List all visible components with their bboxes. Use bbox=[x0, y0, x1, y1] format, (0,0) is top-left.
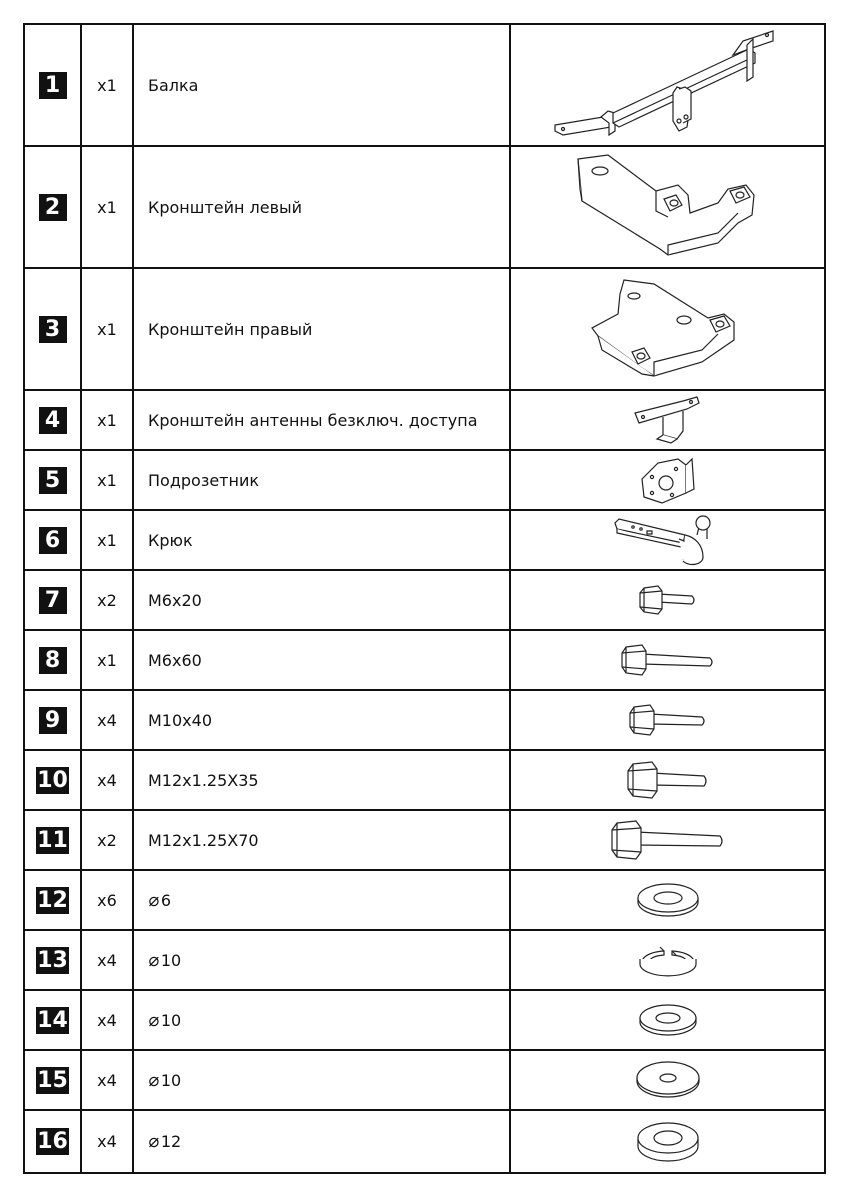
diameter-symbol: ⌀ bbox=[148, 1069, 159, 1091]
diameter-symbol: ⌀ bbox=[148, 949, 159, 971]
socket-plate-icon bbox=[638, 455, 698, 505]
part-number-badge: 14 bbox=[37, 1007, 68, 1033]
part-number-badge: 6 bbox=[39, 527, 67, 554]
table-row bbox=[24, 690, 825, 750]
part-name: 10 bbox=[160, 950, 182, 970]
part-name: 10 bbox=[160, 1010, 182, 1030]
quantity: x1 bbox=[81, 510, 133, 570]
part-name: M6x60 bbox=[133, 630, 510, 690]
part-number-badge: 3 bbox=[39, 316, 67, 343]
part-name: M6x20 bbox=[133, 570, 510, 630]
quantity: x1 bbox=[81, 146, 133, 268]
part-name: Балка bbox=[133, 24, 510, 146]
quantity: x1 bbox=[81, 24, 133, 146]
quantity: x4 bbox=[81, 990, 133, 1050]
table-row bbox=[24, 450, 825, 510]
bolt-icon bbox=[610, 820, 726, 860]
quantity: x4 bbox=[81, 690, 133, 750]
table-row bbox=[24, 570, 825, 630]
part-number-badge: 11 bbox=[37, 827, 68, 853]
table-row bbox=[24, 1110, 825, 1173]
part-number-badge: 9 bbox=[39, 707, 67, 734]
table-row bbox=[24, 390, 825, 450]
table-row bbox=[24, 810, 825, 870]
part-name: Крюк bbox=[133, 510, 510, 570]
quantity: x4 bbox=[81, 1110, 133, 1173]
part-name: 10 bbox=[160, 1070, 182, 1090]
washer-icon bbox=[636, 881, 700, 919]
tow-hook-icon bbox=[613, 515, 723, 565]
bolt-icon bbox=[626, 761, 710, 799]
part-name: Подрозетник bbox=[133, 450, 510, 510]
bolt-icon bbox=[638, 585, 698, 615]
quantity: x1 bbox=[81, 390, 133, 450]
right-bracket-icon bbox=[588, 274, 748, 384]
part-number-badge: 12 bbox=[37, 887, 68, 913]
quantity: x4 bbox=[81, 1050, 133, 1110]
quantity: x4 bbox=[81, 750, 133, 810]
part-number-badge: 10 bbox=[37, 767, 68, 793]
diameter-symbol: ⌀ bbox=[148, 889, 159, 911]
tow-bar-beam-icon bbox=[553, 27, 783, 143]
part-name: M12x1.25X70 bbox=[133, 810, 510, 870]
diameter-symbol: ⌀ bbox=[148, 1009, 159, 1031]
table-row bbox=[24, 146, 825, 268]
spring-washer-icon bbox=[638, 943, 698, 977]
table-row bbox=[24, 268, 825, 390]
table-row bbox=[24, 750, 825, 810]
part-name: Кронштейн левый bbox=[133, 146, 510, 268]
part-number-badge: 2 bbox=[39, 194, 67, 221]
part-number-badge: 13 bbox=[37, 947, 68, 973]
part-name: M10x40 bbox=[133, 690, 510, 750]
part-number-badge: 4 bbox=[39, 407, 67, 434]
quantity: x6 bbox=[81, 870, 133, 930]
diameter-symbol: ⌀ bbox=[148, 1131, 159, 1152]
quantity: x2 bbox=[81, 810, 133, 870]
part-number-badge: 15 bbox=[37, 1067, 68, 1093]
large-washer-icon bbox=[635, 1060, 701, 1100]
bolt-icon bbox=[628, 704, 708, 736]
table-row bbox=[24, 1050, 825, 1110]
part-name: 12 bbox=[160, 1132, 182, 1151]
part-name: Кронштейн антенны безключ. доступа bbox=[133, 390, 510, 450]
bolt-icon bbox=[620, 644, 716, 676]
quantity: x1 bbox=[81, 630, 133, 690]
quantity: x1 bbox=[81, 450, 133, 510]
table-row bbox=[24, 630, 825, 690]
quantity: x4 bbox=[81, 930, 133, 990]
washer-icon bbox=[638, 1002, 698, 1038]
quantity: x2 bbox=[81, 570, 133, 630]
part-number-badge: 16 bbox=[37, 1129, 68, 1154]
part-name: Кронштейн правый bbox=[133, 268, 510, 390]
part-name: M12x1.25X35 bbox=[133, 750, 510, 810]
part-number-badge: 1 bbox=[39, 72, 67, 99]
table-row bbox=[24, 870, 825, 930]
thick-washer-icon bbox=[636, 1120, 700, 1164]
parts-table bbox=[23, 23, 826, 1174]
part-number-badge: 7 bbox=[39, 587, 67, 614]
part-name: 6 bbox=[160, 890, 172, 910]
left-bracket-icon bbox=[568, 151, 768, 263]
table-row bbox=[24, 510, 825, 570]
table-row bbox=[24, 930, 825, 990]
table-row bbox=[24, 990, 825, 1050]
part-number-badge: 8 bbox=[39, 647, 67, 674]
quantity: x1 bbox=[81, 268, 133, 390]
table-row bbox=[24, 24, 825, 146]
antenna-bracket-icon bbox=[633, 395, 703, 445]
part-number-badge: 5 bbox=[39, 467, 67, 494]
